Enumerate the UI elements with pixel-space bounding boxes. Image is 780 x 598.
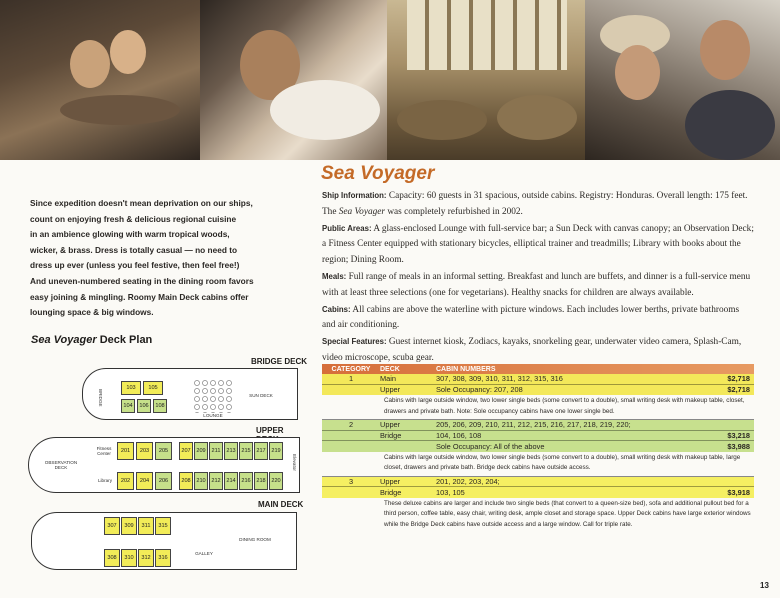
cabin-108: 108 xyxy=(153,399,167,413)
header-category: CATEGORY xyxy=(331,365,371,373)
deck-name: Bridge xyxy=(380,488,402,498)
price-row xyxy=(322,487,754,498)
price-value: $2,718 xyxy=(727,385,750,395)
cabin-216: 216 xyxy=(239,472,253,490)
meals-paragraph xyxy=(322,269,754,302)
cabin-208: 208 xyxy=(179,472,193,490)
meals-label: Meals: xyxy=(322,271,347,281)
price-row xyxy=(322,431,754,442)
couple-on-deck-photo xyxy=(585,0,780,160)
cabin-308: 308 xyxy=(104,549,120,567)
cabin-206: 206 xyxy=(155,472,172,490)
price-table-header xyxy=(322,364,754,374)
library-room: Library xyxy=(97,478,113,483)
cabin-207: 207 xyxy=(179,442,193,460)
cabin-210: 210 xyxy=(194,472,208,490)
page-number: 13 xyxy=(760,581,769,590)
woman-relaxing-photo xyxy=(200,0,387,160)
cabin-218: 218 xyxy=(254,472,268,490)
price-value: $3,988 xyxy=(727,441,750,451)
ship-info-pre: Capacity: 60 guests in 31 spacious, outside cabins. Registry: Honduras. Overall length: 175 feet. The xyxy=(322,191,748,217)
cabin-310: 310 xyxy=(121,549,137,567)
family-dining-photo xyxy=(0,0,200,160)
cabin-numbers: Sole Occupancy: All of the above xyxy=(436,441,545,451)
observation-deck-area: OBSERVATION DECK xyxy=(44,460,78,471)
public-areas-paragraph xyxy=(322,221,754,269)
bridge-deck-label: BRIDGE DECK xyxy=(251,357,308,366)
sundeck-area: SUN DECK xyxy=(249,393,273,398)
ship-title: Sea Voyager xyxy=(321,163,435,184)
deck-plan-ship-name: Sea Voyager xyxy=(31,334,97,346)
cabin-204: 204 xyxy=(136,472,153,490)
category-block-2 xyxy=(322,420,754,477)
header-deck: DECK xyxy=(380,365,400,373)
category-number: 2 xyxy=(348,420,354,430)
lounge-seating-icon xyxy=(193,379,233,413)
cabin-316: 316 xyxy=(155,549,171,567)
price-value: $3,918 xyxy=(727,488,750,498)
category-block-3 xyxy=(322,477,754,533)
deck-plan xyxy=(28,354,308,574)
public-areas-text: A glass-enclosed Lounge with full-service bar; a Sun Deck with canvas canopy; an Observation Deck; a Fitness Center equipped with stationary bicycles, elliptical trainer and treadmills; Library with books about the region; Dining Room. xyxy=(322,223,754,266)
cabin-220: 220 xyxy=(269,472,283,490)
cabin-312: 312 xyxy=(138,549,154,567)
public-areas-label: Public Areas: xyxy=(322,223,372,233)
main-deck xyxy=(31,512,297,570)
dining-room-photo xyxy=(387,0,585,160)
lounge-room: LOUNGE xyxy=(203,413,223,418)
deck-name: Upper xyxy=(380,420,401,430)
elevator-room: Elevator xyxy=(292,454,297,471)
intro-text: Since expedition doesn't mean deprivation on our ships, count on enjoying fresh & delicious regional cuisine in an ambience glowing with warm tropical woods, wicker, & brass. Dress is totally casual — no need to dress up ever (unless you feel festive, then feel free!) And uneven-numbered seating in the dining room favors easy joining & mingling. Roomy Main Deck cabins offer lounging space & big windows. xyxy=(30,198,254,318)
cabin-202: 202 xyxy=(117,472,134,490)
upper-deck xyxy=(28,437,300,493)
cabin-309: 309 xyxy=(121,517,137,535)
cabin-numbers: 201, 202, 203, 204; xyxy=(436,477,500,487)
cabin-214: 214 xyxy=(224,472,238,490)
photo-strip xyxy=(0,0,780,160)
price-row xyxy=(322,441,754,452)
cabin-numbers: Sole Occupancy: 207, 208 xyxy=(436,385,523,395)
main-deck-label: MAIN DECK xyxy=(258,500,304,509)
price-row xyxy=(322,374,754,385)
cabin-307: 307 xyxy=(104,517,120,535)
cabins-label: Cabins: xyxy=(322,304,351,314)
galley-room: GALLEY xyxy=(195,551,213,556)
category-note: These deluxe cabins are larger and include two single beds (that convert to a queen-size bed), sofa and additional pullout bed for a third person, coffee table, easy chair, writing desk, ample closet and storage space. Upper Deck cabins have large exterior windows while the Bridge Deck cabins have outside access and a large window. Call for triple rate. xyxy=(384,499,751,529)
upper-deck-label: UPPER xyxy=(256,426,284,435)
meals-text: Full range of meals in an informal setting. Breakfast and lunch are buffets, and dinner is a full-service menu with at least three selections (one for vegetarians). Healthy snacks for children are always available. xyxy=(322,271,751,298)
cabin-105: 105 xyxy=(143,381,163,395)
cabin-311: 311 xyxy=(138,517,154,535)
header-cabin-numbers: CABIN NUMBERS xyxy=(436,365,496,373)
cabin-201: 201 xyxy=(117,442,134,460)
deck-plan-title-rest: Deck Plan xyxy=(96,334,153,346)
cabin-213: 213 xyxy=(224,442,238,460)
cabin-215: 215 xyxy=(239,442,253,460)
cabin-106: 106 xyxy=(137,399,151,413)
cabin-209: 209 xyxy=(194,442,208,460)
category-note: Cabins with large outside window, two lower single beds (some convert to a double), small writing desk with makeup table, closet, drawers and private bath. Note: Sole occupancy cabins have one lower single bed. xyxy=(322,395,754,420)
cabin-104: 104 xyxy=(121,399,135,413)
bridge-deck xyxy=(82,368,298,420)
special-features-paragraph xyxy=(322,334,754,367)
cabin-numbers: 307, 308, 309, 310, 311, 312, 315, 316 xyxy=(436,374,563,384)
cabin-205: 205 xyxy=(155,442,172,460)
special-features-label: Special Features: xyxy=(322,337,387,347)
deck-name: Main xyxy=(380,374,397,384)
cabin-numbers: 205, 206, 209, 210, 211, 212, 215, 216, 217, 218, 219, 220; xyxy=(436,420,631,430)
price-row xyxy=(322,420,754,431)
ship-info-paragraph xyxy=(322,188,754,221)
category-number: 1 xyxy=(348,374,354,384)
price-row xyxy=(322,385,754,396)
cabins-text: All cabins are above the waterline with picture windows. Each includes lower berths, private bathrooms and air conditioning. xyxy=(322,304,740,331)
price-table xyxy=(322,364,754,533)
cabin-212: 212 xyxy=(209,472,223,490)
category-block-1 xyxy=(322,374,754,420)
deck-plan-title xyxy=(31,334,152,346)
deck-name: Upper xyxy=(380,477,401,487)
ship-info-post: was completely refurbished in 2002. xyxy=(385,206,523,217)
deck-name: Bridge xyxy=(380,430,402,440)
price-value: $3,218 xyxy=(727,430,750,440)
cabin-numbers: 104, 106, 108 xyxy=(436,430,482,440)
bridge-room: BRIDGE xyxy=(98,389,103,407)
cabin-103: 103 xyxy=(121,381,141,395)
price-value: $2,718 xyxy=(727,374,750,384)
fitness-center-room: Fitness Center xyxy=(96,446,112,457)
cabin-315: 315 xyxy=(155,517,171,535)
ship-info xyxy=(322,188,754,367)
cabin-219: 219 xyxy=(269,442,283,460)
ship-info-ship-name: Sea Voyager xyxy=(338,206,385,217)
cabin-numbers: 103, 105 xyxy=(436,488,465,498)
price-row xyxy=(322,477,754,488)
deck-name: Upper xyxy=(380,385,401,395)
cabin-203: 203 xyxy=(136,442,153,460)
special-features-text: Guest internet kiosk, Zodiacs, kayaks, snorkeling gear, underwater video camera, Splash-Cam, video microscope, scuba gear. xyxy=(322,337,742,363)
cabin-211: 211 xyxy=(209,442,223,460)
price-table-body xyxy=(322,374,754,533)
dining-room: DINING ROOM xyxy=(239,537,271,542)
ship-info-label: Ship Information: xyxy=(322,191,387,200)
category-number: 3 xyxy=(348,477,354,487)
cabin-217: 217 xyxy=(254,442,268,460)
cabins-paragraph xyxy=(322,302,754,335)
category-note: Cabins with large outside window, two lower single beds (some convert to a double), small writing desk with makeup table, large closet, drawers and private bath. Bridge deck cabins have outside access. xyxy=(322,452,754,477)
